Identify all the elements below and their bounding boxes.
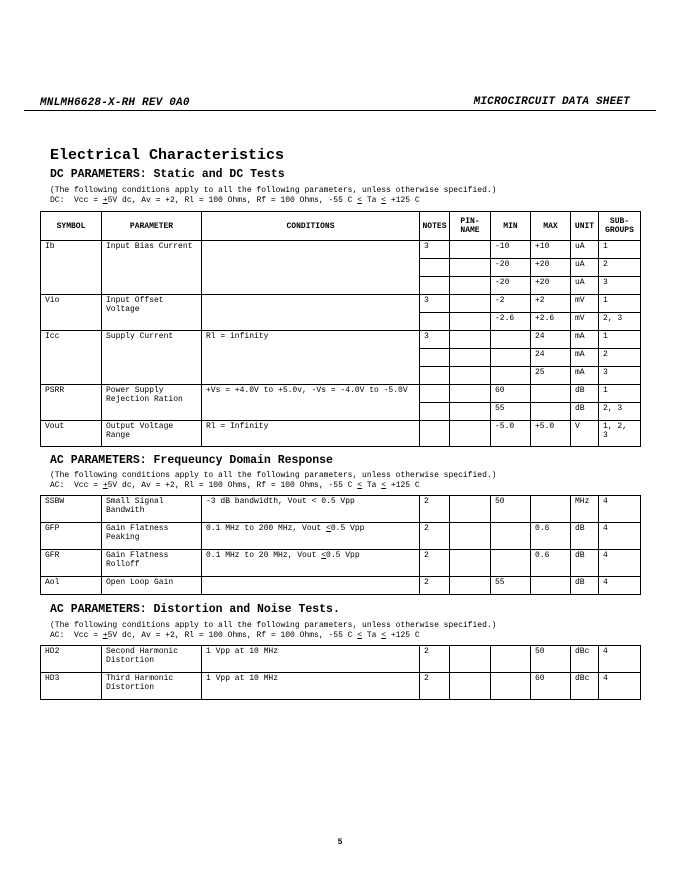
table-row [41,523,641,550]
cell-unit: mA [571,367,599,385]
cell-subgroups: 1 [599,295,641,313]
cell-parameter: Power Supply Rejection Ration [102,385,202,421]
ac-distortion-section-title: AC PARAMETERS: Distortion and Noise Tests. [50,603,340,616]
ac-frequency-table [40,495,641,595]
cell-parameter: Second Harmonic Distortion [102,646,202,673]
cell-min [491,367,531,385]
cell-max: +5.0 [531,421,571,447]
cell-notes [420,277,450,295]
cell-conditions: Rl = infinity [202,331,420,385]
cell-pin-name [450,550,491,577]
cell-max: 60 [531,673,571,700]
dc-parameters-table [40,211,641,447]
page-number: 5 [337,838,343,847]
cell-conditions [202,577,420,595]
dc-conditions-line1: (The following conditions apply to all the following parameters, unless otherwise specified.) [50,186,497,195]
dc-section-title: DC PARAMETERS: Static and DC Tests [50,168,285,181]
cell-pin-name [450,385,491,403]
table-row [41,577,641,595]
cell-conditions: Rl = Infinity [202,421,420,447]
cell-min: -20 [491,259,531,277]
col-notes: NOTES [420,212,450,241]
cell-subgroups: 1 [599,331,641,349]
cell-parameter: Input Offset Voltage [102,295,202,331]
cell-notes: 3 [420,295,450,313]
cell-min [491,331,531,349]
cell-parameter: Small Signal Bandwith [102,496,202,523]
cell-conditions: 1 Vpp at 10 MHz [202,673,420,700]
cell-subgroups: 2 [599,349,641,367]
cell-symbol: GFR [41,550,102,577]
table-row [41,295,641,313]
cell-max [531,385,571,403]
cell-notes [420,349,450,367]
cell-notes: 2 [420,496,450,523]
cell-notes: 2 [420,673,450,700]
cell-conditions: 0.1 MHz to 20 MHz, Vout <0.5 Vpp [202,550,420,577]
table-row [41,496,641,523]
cell-subgroups: 1 [599,241,641,259]
cell-unit: V [571,421,599,447]
table-row [41,646,641,673]
document-type: MICROCIRCUIT DATA SHEET [473,96,630,108]
cell-min: 55 [491,577,531,595]
col-max: MAX [531,212,571,241]
cell-conditions: 1 Vpp at 10 MHz [202,646,420,673]
cell-notes: 2 [420,550,450,577]
cell-min: -20 [491,277,531,295]
cell-notes [420,403,450,421]
cell-max: +10 [531,241,571,259]
cell-min [491,349,531,367]
cell-subgroups: 1 [599,385,641,403]
cell-min: 55 [491,403,531,421]
col-symbol: SYMBOL [41,212,102,241]
cell-unit: mA [571,349,599,367]
header-rule [24,110,656,111]
cell-max: 0.6 [531,523,571,550]
cell-pin-name [450,241,491,259]
cell-max: 24 [531,331,571,349]
cell-unit: mV [571,295,599,313]
cell-subgroups: 4 [599,673,641,700]
cell-conditions: +Vs = +4.0V to +5.0v, -Vs = -4.0V to -5.0V [202,385,420,421]
cell-unit: MHz [571,496,599,523]
cell-subgroups: 2, 3 [599,403,641,421]
cell-unit: dBc [571,646,599,673]
cell-max: +20 [531,259,571,277]
cell-max: 25 [531,367,571,385]
cell-parameter: Supply Current [102,331,202,385]
cell-notes [420,421,450,447]
cell-pin-name [450,349,491,367]
cell-unit: mA [571,331,599,349]
ac-frequency-conditions: (The following conditions apply to all the following parameters, unless otherwise specified.) AC: Vcc = +5V dc, Av = +2, Rl = 100 Ohms, Rf = 100 Ohms, -55 C < Ta < +125 C [50,471,497,490]
cell-min [491,523,531,550]
cell-unit: dB [571,385,599,403]
cell-unit: dB [571,403,599,421]
cell-unit: mV [571,313,599,331]
cell-unit: dBc [571,673,599,700]
cell-notes [420,367,450,385]
cell-min: -10 [491,241,531,259]
cell-max: 50 [531,646,571,673]
cell-parameter: Output Voltage Range [102,421,202,447]
cell-parameter: Third Harmonic Distortion [102,673,202,700]
cell-pin-name [450,577,491,595]
cell-subgroups: 4 [599,523,641,550]
cell-pin-name [450,367,491,385]
cell-symbol: HD3 [41,673,102,700]
cell-notes: 3 [420,241,450,259]
cell-min [491,646,531,673]
col-parameter: PARAMETER [102,212,202,241]
cell-max: 24 [531,349,571,367]
cell-symbol: HD2 [41,646,102,673]
cell-symbol: Aol [41,577,102,595]
cell-max [531,403,571,421]
cell-subgroups: 4 [599,646,641,673]
cell-min: -2.6 [491,313,531,331]
cell-subgroups: 1, 2, 3 [599,421,641,447]
table-row [41,673,641,700]
cell-pin-name [450,295,491,313]
cell-symbol: Vout [41,421,102,447]
cell-pin-name [450,313,491,331]
col-subgroups: SUB- GROUPS [599,212,641,241]
col-conditions: CONDITIONS [202,212,420,241]
cell-conditions: -3 dB bandwidth, Vout < 0.5 Vpp [202,496,420,523]
cell-subgroups: 4 [599,550,641,577]
ac-distortion-table [40,645,641,700]
cell-max: 0.6 [531,550,571,577]
cell-symbol: Ib [41,241,102,295]
cell-symbol: PSRR [41,385,102,421]
cell-unit: uA [571,241,599,259]
col-unit: UNIT [571,212,599,241]
cell-parameter: Gain Flatness Rolloff [102,550,202,577]
cell-symbol: SSBW [41,496,102,523]
cell-min: -2 [491,295,531,313]
cell-notes [420,313,450,331]
cell-max: +2.6 [531,313,571,331]
cell-subgroups: 3 [599,277,641,295]
cell-symbol: GFP [41,523,102,550]
cell-pin-name [450,421,491,447]
document-id: MNLMH6628-X-RH REV 0A0 [40,97,190,109]
cell-pin-name [450,496,491,523]
cell-min: 50 [491,496,531,523]
cell-subgroups: 2, 3 [599,313,641,331]
table-row [41,385,641,403]
cell-max: +20 [531,277,571,295]
page-title: Electrical Characteristics [50,147,285,164]
cell-notes [420,259,450,277]
col-pin-name: PIN- NAME [450,212,491,241]
cell-min: -5.0 [491,421,531,447]
cell-unit: uA [571,259,599,277]
cell-pin-name [450,523,491,550]
cell-parameter: Gain Flatness Peaking [102,523,202,550]
table-header-row [41,212,641,241]
cell-pin-name [450,673,491,700]
cell-unit: dB [571,523,599,550]
cell-conditions [202,241,420,295]
table-row [41,421,641,447]
cell-symbol: Vio [41,295,102,331]
cell-pin-name [450,259,491,277]
cell-conditions [202,295,420,331]
cell-conditions: 0.1 MHz to 200 MHz, Vout <0.5 Vpp [202,523,420,550]
cell-notes: 2 [420,646,450,673]
cell-subgroups: 2 [599,259,641,277]
cell-unit: dB [571,550,599,577]
cell-unit: uA [571,277,599,295]
cell-notes: 2 [420,577,450,595]
cell-parameter: Input Bias Current [102,241,202,295]
table-row [41,550,641,577]
table-row [41,241,641,259]
cell-subgroups: 4 [599,577,641,595]
cell-min [491,550,531,577]
cell-symbol: Icc [41,331,102,385]
col-min: MIN [491,212,531,241]
cell-subgroups: 4 [599,496,641,523]
cell-notes [420,385,450,403]
cell-notes: 2 [420,523,450,550]
cell-pin-name [450,277,491,295]
dc-conditions: (The following conditions apply to all the following parameters, unless otherwise specified.) DC: Vcc = +5V dc, Av = +2, Rl = 100 Ohms, Rf = 100 Ohms, -55 C < Ta < +125 C [50,186,497,205]
cell-pin-name [450,331,491,349]
ac-frequency-section-title: AC PARAMETERS: Frequeuncy Domain Response [50,454,333,467]
cell-pin-name [450,403,491,421]
cell-max [531,496,571,523]
cell-subgroups: 3 [599,367,641,385]
cell-pin-name [450,646,491,673]
cell-unit: dB [571,577,599,595]
cell-notes: 3 [420,331,450,349]
cell-max [531,577,571,595]
ac-distortion-conditions: (The following conditions apply to all the following parameters, unless otherwise specified.) AC: Vcc = +5V dc, Av = +2, Rl = 100 Ohms, Rf = 100 Ohms, -55 C < Ta < +125 C [50,621,497,640]
cell-parameter: Open Loop Gain [102,577,202,595]
cell-min: 60 [491,385,531,403]
cell-max: +2 [531,295,571,313]
table-row [41,331,641,349]
cell-min [491,673,531,700]
